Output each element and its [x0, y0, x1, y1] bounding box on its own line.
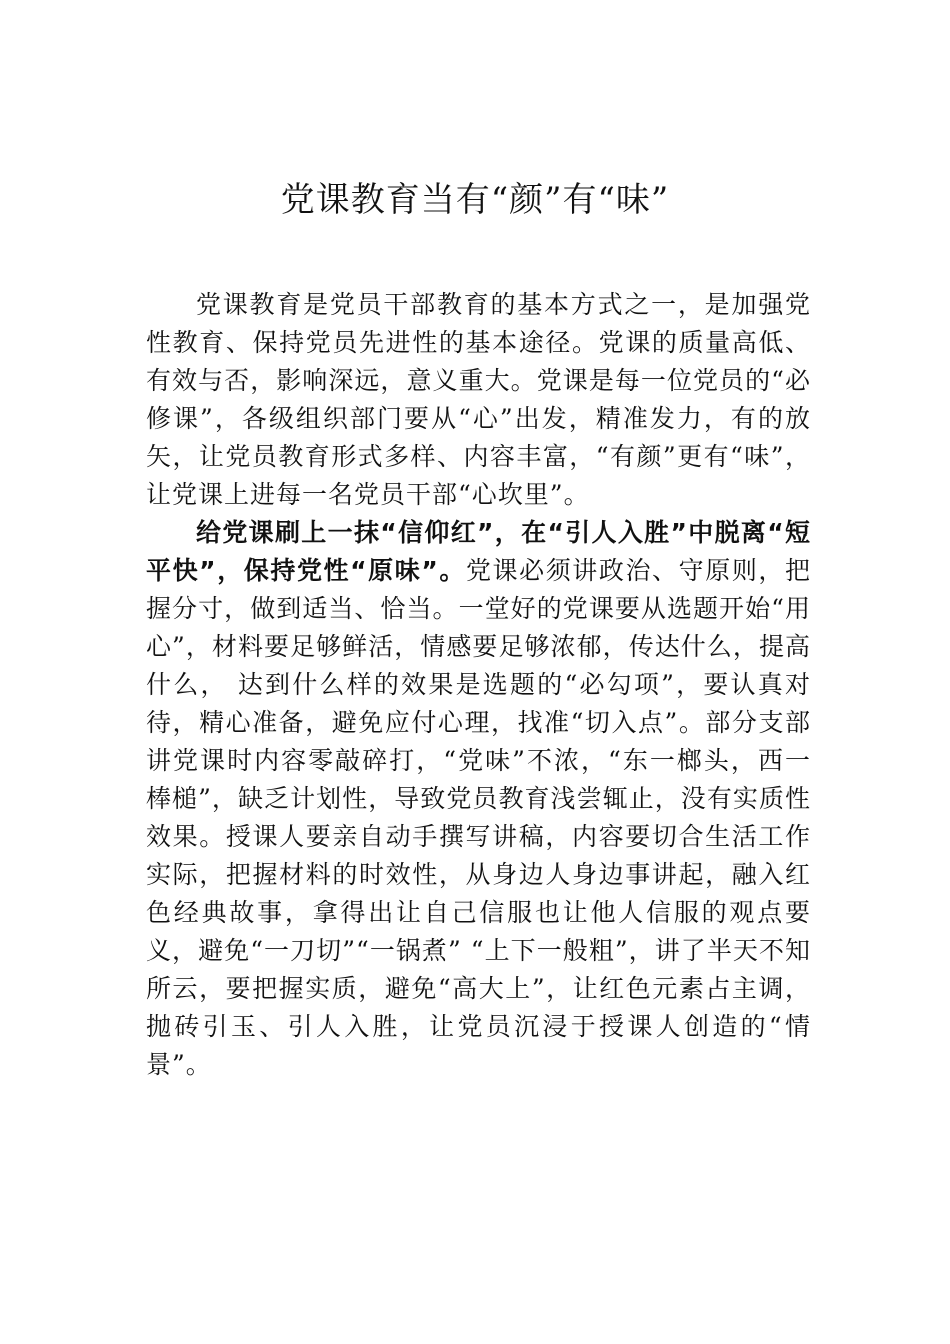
paragraph-intro — [146, 286, 811, 514]
paragraph-section-one — [146, 514, 811, 1084]
document-title: 党课教育当有“颜”有“味” — [280, 180, 670, 220]
document-body — [146, 286, 811, 1084]
paragraph-intro-text: 党课教育是党员干部教育的基本方式之一，是加强党性教育、保持党员先进性的基本途径。党课的质量高低、有效与否，影响深远，意义重大。党课是每一位党员的“必修课”，各级组织部门要从“心”出发，精准发力，有的放矢，让党员教育形式多样、内容丰富，“有颜”更有“味”，让党课上进每一名党员干部“心坎里”。 — [146, 290, 811, 509]
section-one-heading: 给党课刷上一抹“信仰红”，在“引人入胜”中脱离“短平快”，保持党性“原味”。 — [146, 518, 811, 585]
section-one-text: 党课必须讲政治、守原则，把握分寸，做到适当、恰当。一堂好的党课要从选题开始“用心”，材料要足够鲜活，情感要足够浓郁，传达什么，提高什么， 达到什么样的效果是选题的“必勾项”，要认真对待，精心准备，避免应付心理，找准“切入点”。部分支部讲党课时内容零敲碎打，“党味”不浓，“东一榔头，西一棒槌”，缺乏计划性，导致党员教育浅尝辄止，没有实质性效果。授课人要亲自动手撰写讲稿，内容要切合生活工作实际，把握材料的时效性，从身边人身边事讲起，融入红色经典故事，拿得出让自己信服也让他人信服的观点要义，避免“一刀切”“一锅煮” “上下一般粗”，讲了半天不知所云，要把握实质，避免“高大上”，让红色元素占主调，抛砖引玉、引人入胜，让党员沉浸于授课人创造的“情景”。 — [146, 556, 811, 1079]
